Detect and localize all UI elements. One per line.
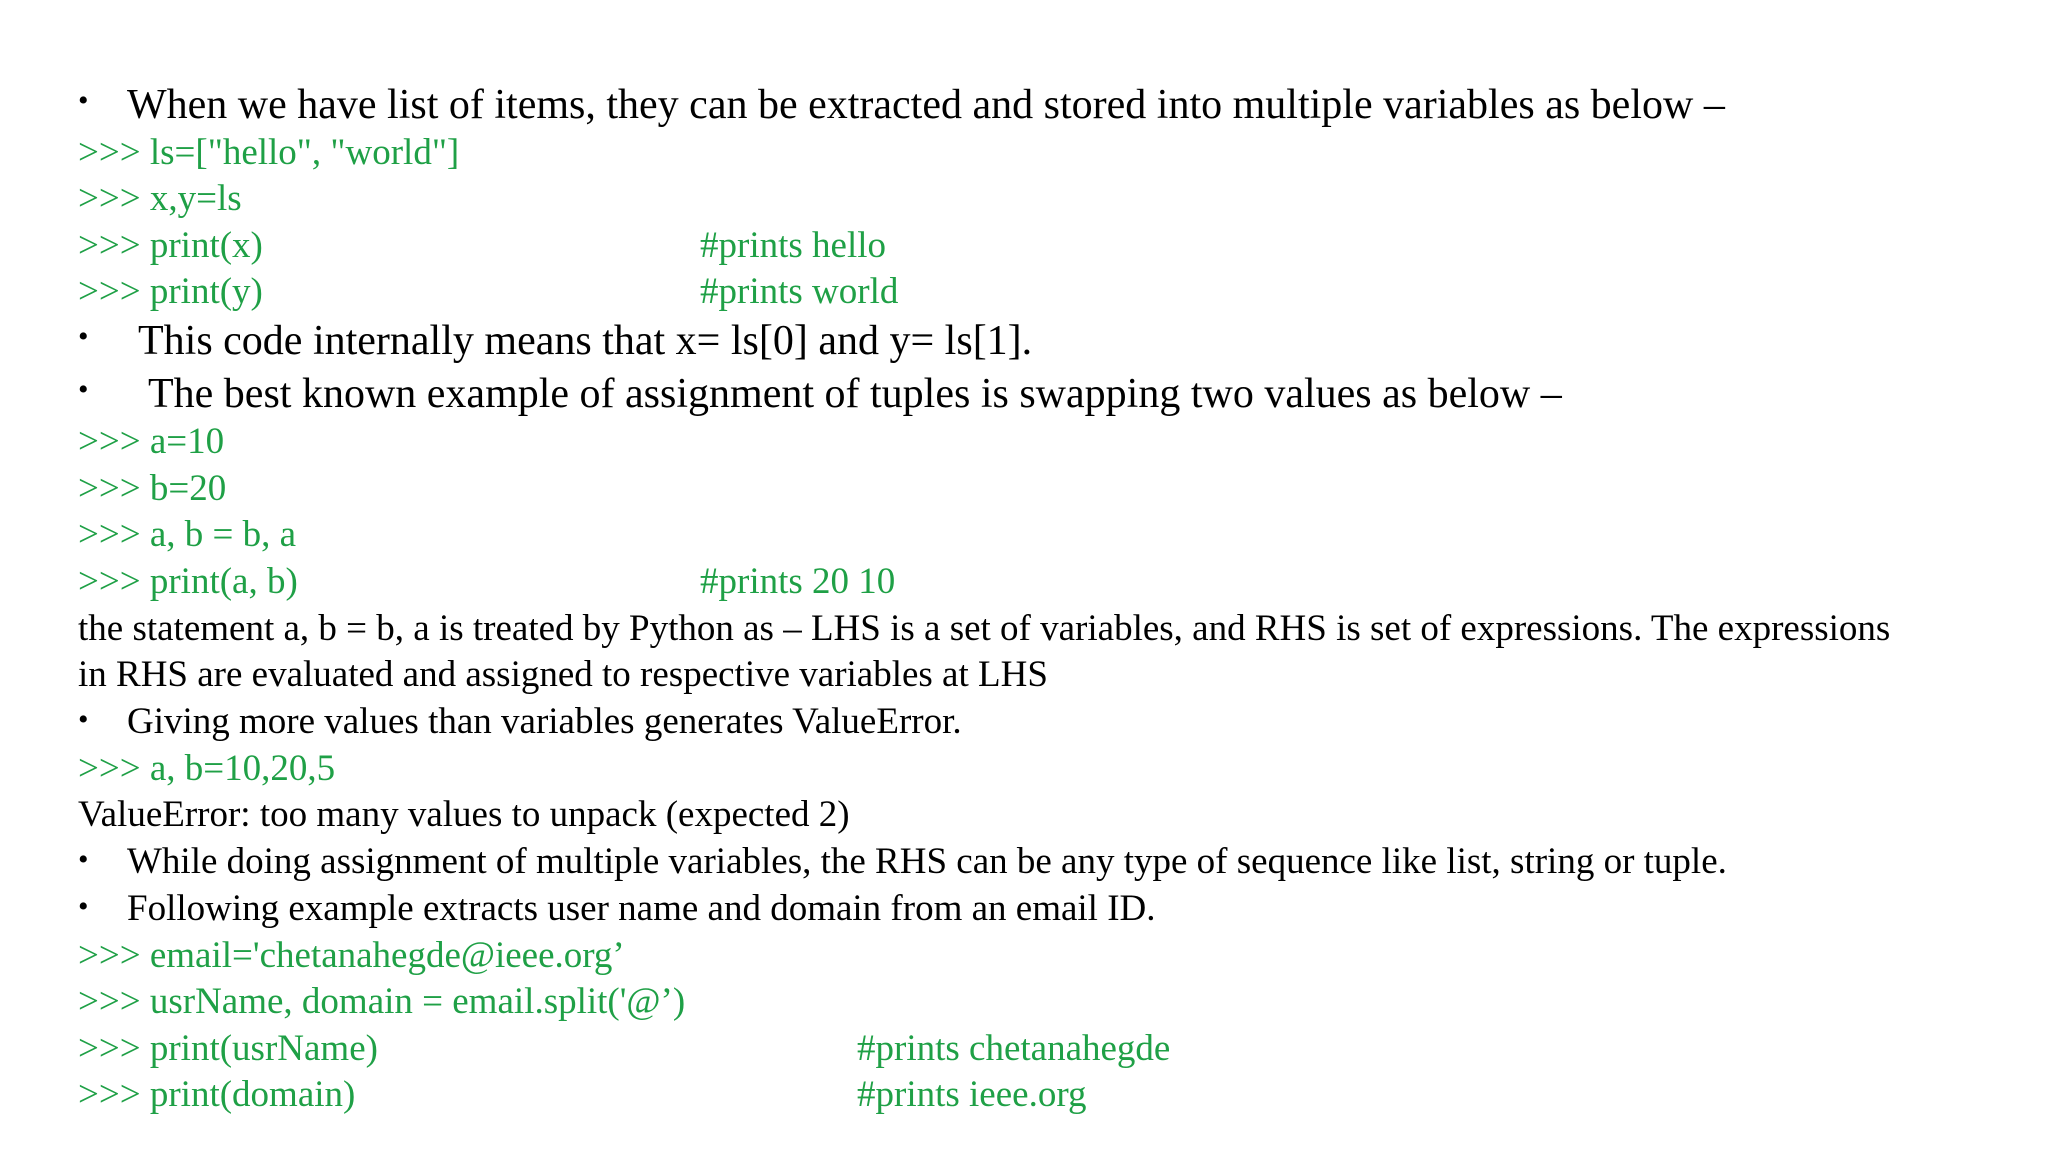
code-line: >>> print(x) — [78, 225, 263, 266]
bullet-text: Following example extracts user name and domain from an email ID. — [127, 888, 1156, 929]
code-line: >>> print(usrName) — [78, 1028, 378, 1069]
bullet-icon: • — [78, 84, 89, 117]
code-line: >>> a=10 — [78, 421, 225, 462]
code-line: >>> print(y) — [78, 271, 263, 312]
code-line: >>> a, b = b, a — [78, 514, 297, 555]
bullet-icon: • — [78, 703, 89, 736]
bullet-text: This code internally means that x= ls[0] and y= ls[1]. — [138, 318, 1033, 364]
bullet-text: While doing assignment of multiple variables, the RHS can be any type of sequence like list, string or tuple. — [127, 841, 1727, 882]
code-line: >>> email='chetanahegde@ieee.org’ — [78, 935, 625, 976]
code-line: >>> a, b=10,20,5 — [78, 748, 336, 789]
bullet-icon: • — [78, 890, 89, 923]
paragraph-line: in RHS are evaluated and assigned to respective variables at LHS — [78, 654, 1048, 695]
bullet-icon: • — [78, 843, 89, 876]
code-comment: #prints chetanahegde — [857, 1028, 1171, 1069]
bullet-text: Giving more values than variables generates ValueError. — [127, 701, 962, 742]
code-comment: #prints world — [700, 271, 899, 312]
code-line: >>> print(domain) — [78, 1074, 356, 1115]
bullet-icon: • — [78, 373, 89, 406]
paragraph-line: the statement a, b = b, a is treated by Python as – LHS is a set of variables, and RHS is set of expressions. The expressions — [78, 608, 1891, 649]
bullet-icon: • — [78, 320, 89, 353]
code-line: >>> usrName, domain = email.split('@’) — [78, 981, 686, 1022]
code-line: >>> x,y=ls — [78, 178, 242, 219]
code-line: >>> b=20 — [78, 468, 227, 509]
code-line: >>> print(a, b) — [78, 561, 298, 602]
bullet-text: When we have list of items, they can be extracted and stored into multiple variables as below – — [127, 82, 1725, 128]
bullet-text: The best known example of assignment of tuples is swapping two values as below – — [148, 371, 1562, 417]
code-line: >>> ls=["hello", "world"] — [78, 132, 460, 173]
error-text: ValueError: too many values to unpack (expected 2) — [78, 794, 850, 835]
code-comment: #prints 20 10 — [700, 561, 896, 602]
code-comment: #prints ieee.org — [857, 1074, 1087, 1115]
code-comment: #prints hello — [700, 225, 887, 266]
